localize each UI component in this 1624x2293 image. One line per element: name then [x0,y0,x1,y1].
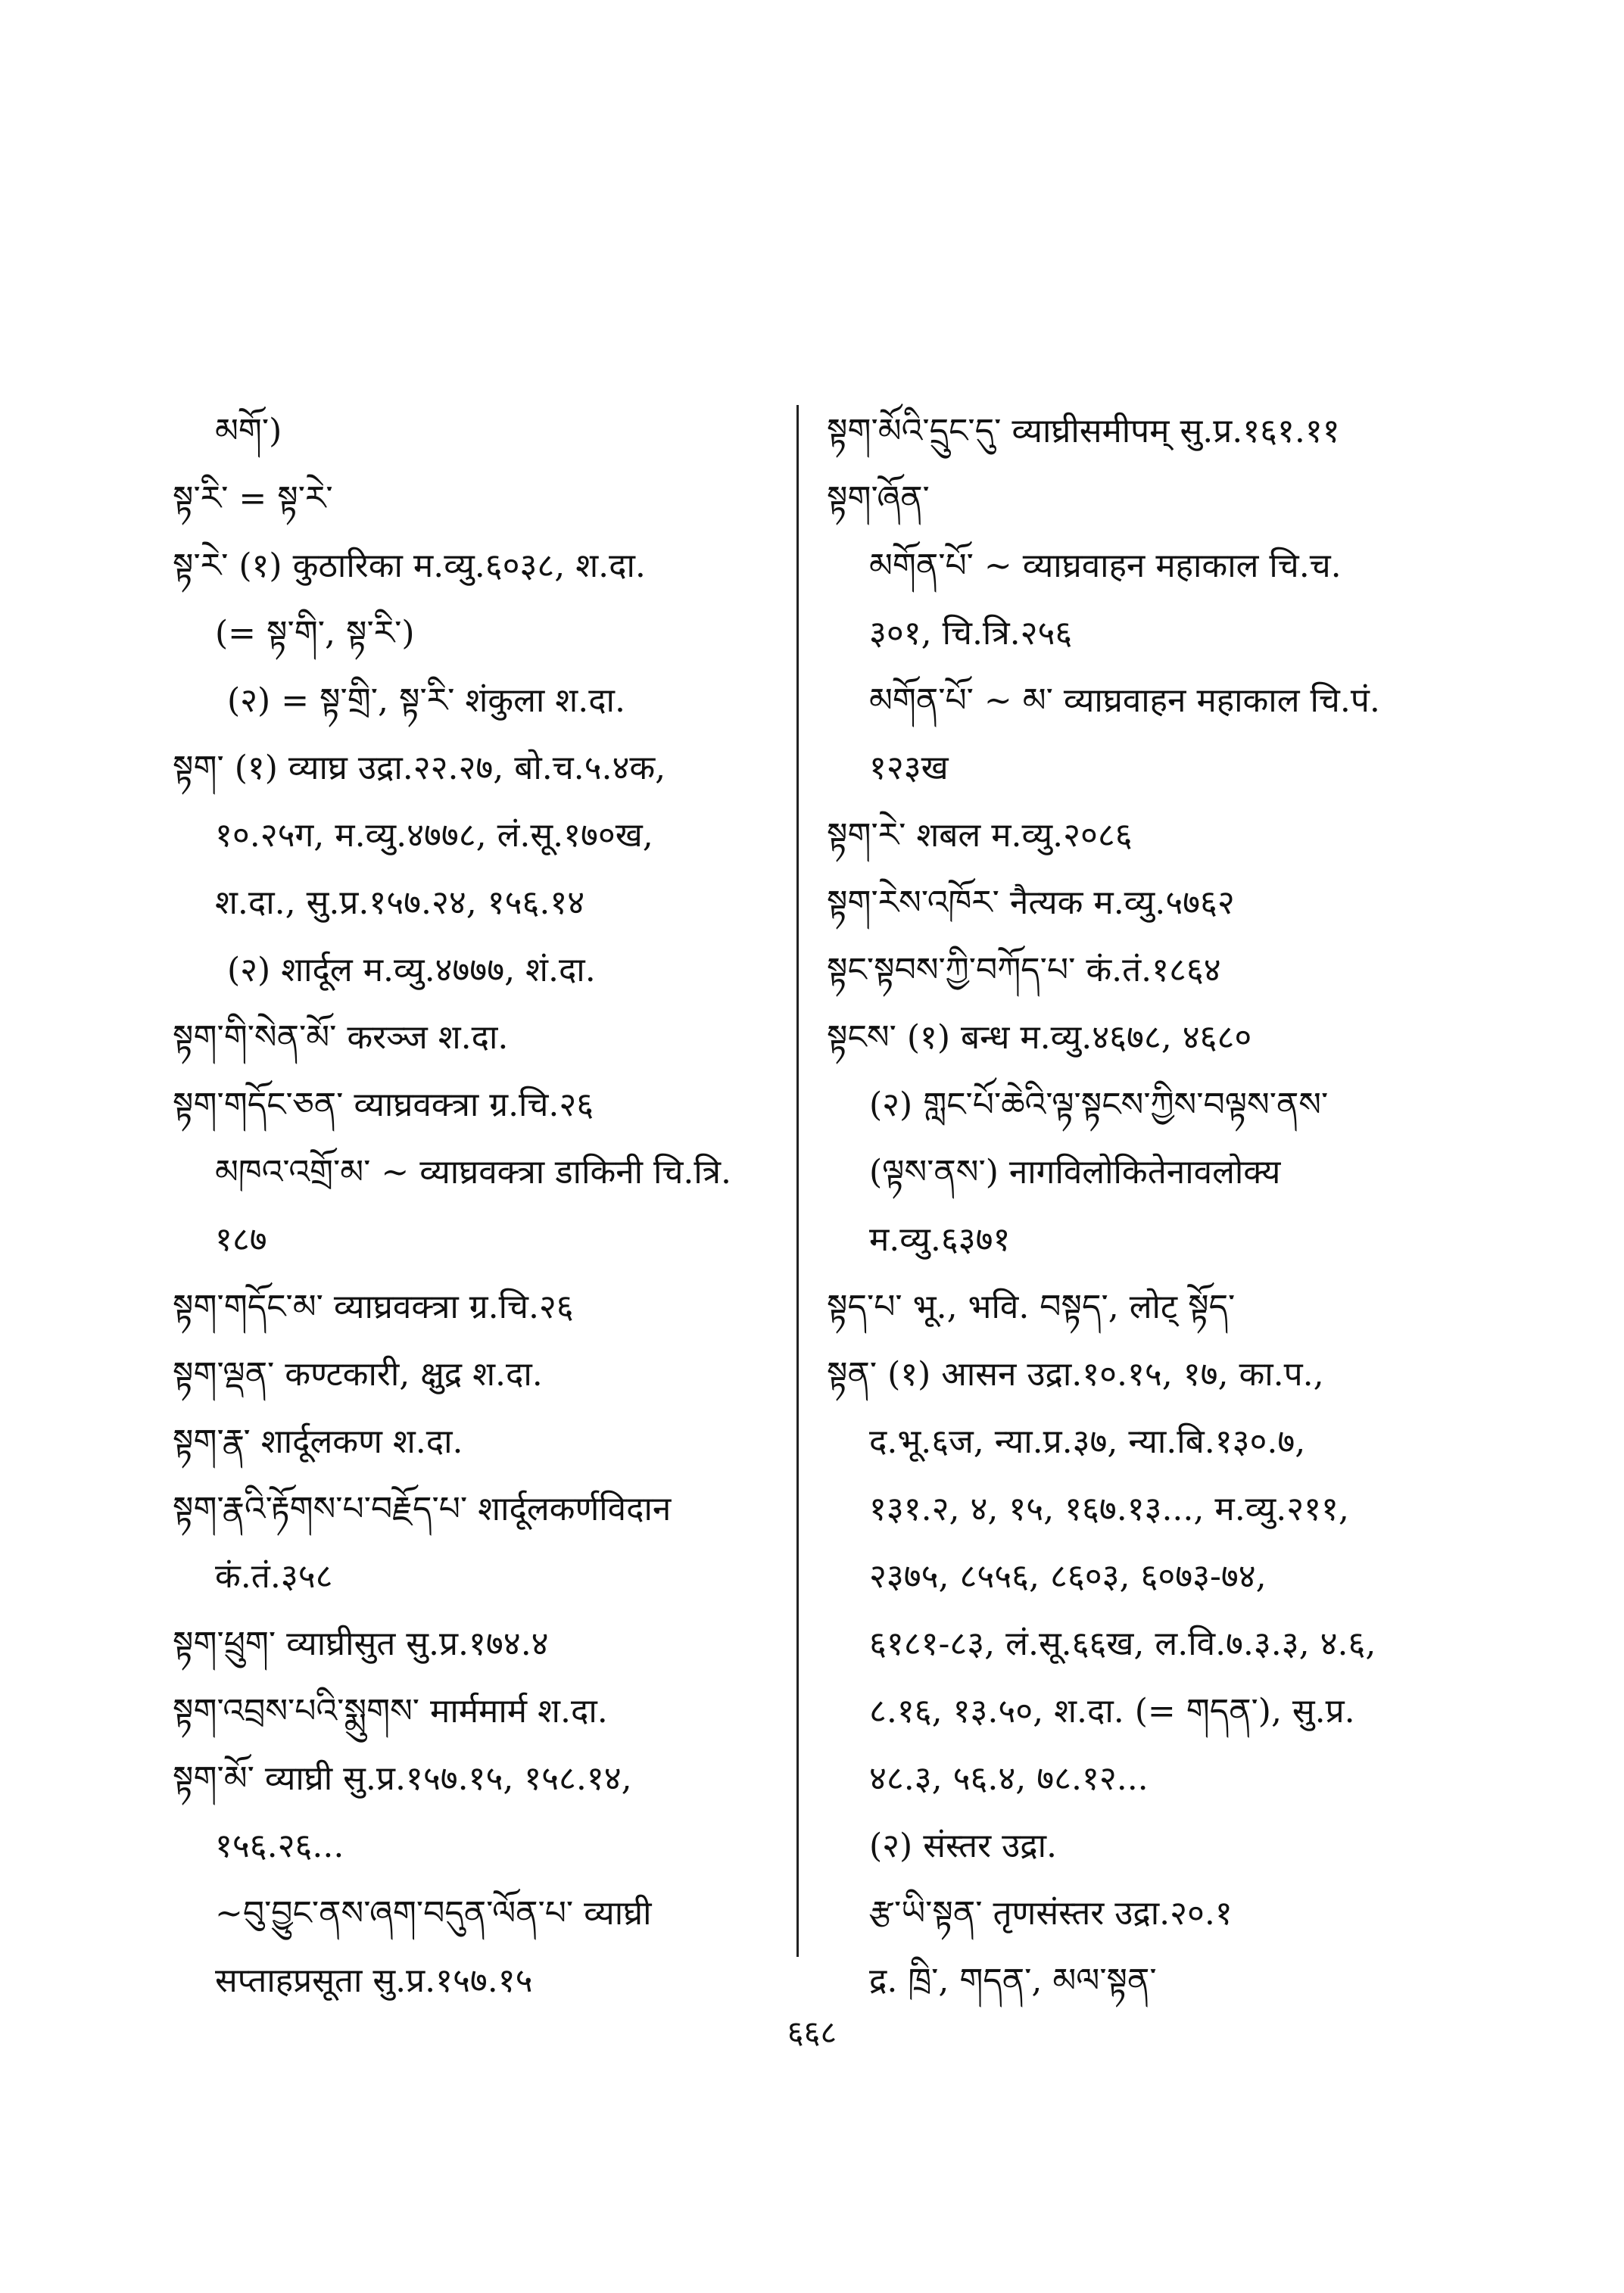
dictionary-line: म.व्यु.६३७१ [869,1220,1011,1259]
dictionary-line: (२) संस्तर उद्रा. [869,1827,1057,1865]
dictionary-line: སྟག་གདོང་མ་ व्याघ्रवक्त्रा ग्र.चि.२६ [173,1288,574,1326]
dictionary-line: སྟག་རེ་ शबल म.व्यु.२०८६ [827,816,1133,855]
dictionary-line: द.भू.६ज, न्या.प्र.३७, न्या.बि.१३०.७, [869,1422,1306,1461]
dictionary-line: སྟག་རྣ་ शार्दूलकण श.दा. [173,1422,463,1461]
left-column [173,397,771,2014]
dictionary-line: १२३ख [869,749,949,787]
dictionary-line: སྟན་ (१) आसन उद्रा.१०.१५, १७, का.प., [827,1355,1324,1394]
dictionary-line: རྩ་ཡི་སྟན་ तृणसंस्तर उद्रा.२०.१ [869,1894,1233,1933]
page-number: ६६८ [787,2014,837,2051]
right-column [827,397,1463,2014]
dictionary-line: སྟངས་ (१) बन्ध म.व्यु.४६७८, ४६८० [827,1018,1252,1057]
dictionary-line: སྟག་གདོང་ཅན་ व्याघ्रवक्त्रा ग्र.चि.२६ [173,1086,594,1124]
dictionary-line: སྟག་ལྡན་ कण्टकारी, क्षुद्र श.दा. [173,1355,543,1394]
dictionary-line: སྟག་ཕྲུག་ व्याघ्रीसुत सु.प्र.१७४.४ [173,1625,549,1663]
dictionary-line: ४८.३, ५६.४, ७८.१२... [869,1759,1149,1798]
dictionary-line: सप्ताहप्रसूता सु.प्र.१५७.१५ [215,1961,533,2000]
dictionary-line: १५६.२६... [215,1827,344,1865]
dictionary-line: कं.तं.३५८ [215,1557,333,1596]
dictionary-line: མཁའ་འགྲོ་མ་ ~ व्याघ्रवक्त्रा डाकिनी चि.त्रि. [215,1153,732,1192]
dictionary-line: མགོན་པོ་ ~ མ་ व्याघ्रवाहन महाकाल चि.पं. [869,681,1380,720]
dictionary-line: སྟག་ (१) व्याघ्र उद्रा.२२.२७, बो.च.५.४क, [173,749,666,787]
dictionary-line: སྟག་རྣའི་རྟོགས་པ་བརྗོད་པ་ शार्दूलकर्णविदान [173,1490,672,1528]
dictionary-line: १३१.२, ४, १५, १६७.१३..., म.व्यु.२११, [869,1490,1349,1528]
dictionary-line: द्र. ཁྲི་, གདན་, མལ་སྟན་ [869,1961,1157,2000]
dictionary-line: སྟ་རི་ = སྟ་རེ་ [173,479,333,518]
dictionary-line: སྟག་རེས་འཁོར་ नैत्यक म.व्यु.५७६२ [827,883,1235,922]
dictionary-line: (२) शार्दूल म.व्यु.४७७७, शं.दा. [227,951,596,989]
dictionary-line: ६१८१-८३, लं.सू.६६ख, ल.वि.७.३.३, ४.६, [869,1625,1376,1663]
dictionary-line: श.दा., सु.प्र.१५७.२४, १५६.१४ [215,883,585,922]
dictionary-line: ३०१, चि.त्रि.२५६ [869,614,1073,653]
dictionary-line: མགོ་) [215,412,282,450]
dictionary-line: (= སྟ་གི་, སྟ་རི་) [215,614,415,653]
dictionary-line: १८७ [215,1220,267,1259]
dictionary-line: སྟག་གི་སེན་མོ་ करञ्ज श.दा. [173,1018,509,1057]
column-divider [796,405,799,1957]
dictionary-line: १०.२५ग, म.व्यु.४७७८, लं.सू.१७०ख, [215,816,653,855]
dictionary-line: སྟག་འབྲས་པའི་སྨུགས་ मार्ममार्म श.दा. [173,1692,608,1731]
dictionary-line: (२) གླང་པོ་ཆེའི་ལྟ་སྟངས་ཀྱིས་བལྟས་ནས་ [869,1086,1329,1124]
dictionary-line: སྟག་ཞོན་ [827,479,930,518]
dictionary-line: ~བུ་བྱུང་ནས་ཞག་བདུན་ལོན་པ་ व्याघ्री [215,1894,652,1933]
dictionary-line: སྟག་མོའི་དྲུང་དུ་ व्याघ्रीसमीपम् सु.प्र.१६१.११ [827,412,1340,450]
dictionary-line: སྟང་སྟབས་ཀྱི་བཀོད་པ་ कं.तं.१८६४ [827,951,1221,989]
dictionary-line: २३७५, ८५५६, ८६०३, ६०७३-७४, [869,1557,1267,1596]
dictionary-line: མགོན་པོ་ ~ व्याघ्रवाहन महाकाल चि.च. [869,547,1342,585]
dictionary-line: (२) = སྟ་གྲི་, སྟ་རི་ शंकुला श.दा. [227,681,625,720]
dictionary-line: སྟག་མོ་ व्याघ्री सु.प्र.१५७.१५, १५८.१४, [173,1759,632,1798]
dictionary-line: ८.१६, १३.५०, श.दा. (= གདན་), सु.प्र. [869,1692,1355,1731]
dictionary-line: སྟད་པ་ भू., भवि. བསྟད་, लोट् སྟོད་ [827,1288,1236,1326]
dictionary-line: སྟ་རེ་ (१) कुठारिका म.व्यु.६०३८, श.दा. [173,547,646,585]
dictionary-line: (ལྟས་ནས་) नागविलोकितेनावलोक्य [869,1153,1281,1192]
